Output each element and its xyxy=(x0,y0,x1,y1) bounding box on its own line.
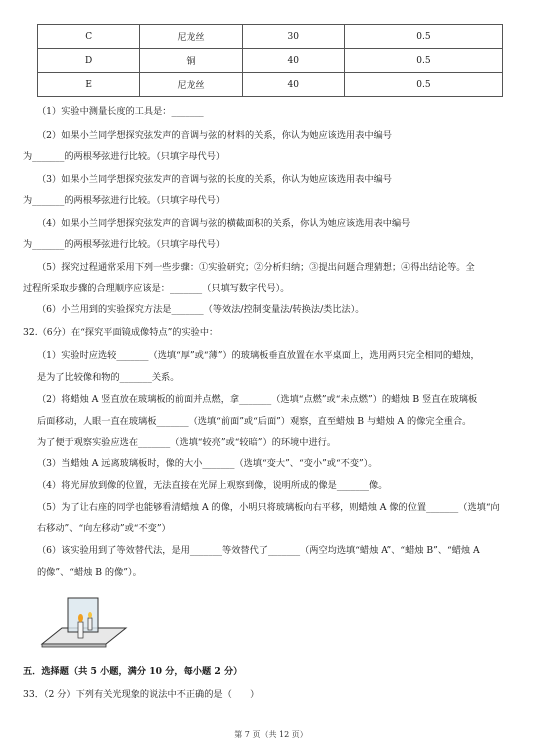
q32-part1-cont: 是为了比较像和物的_______关系。 xyxy=(37,372,180,383)
page-footer: 第 7 页（共 12 页） xyxy=(234,730,308,739)
q32-part5-cont: 右移动”、“向左移动”或“不变”） xyxy=(37,523,171,534)
table-row xyxy=(38,73,503,97)
q32-part2: （2）将蜡烛 A 竖直放在玻璃板的前面并点燃，拿_______（选填“点燃”或“未点燃”）的蜡烛 B 竖直在玻璃板 xyxy=(37,394,478,405)
q31-part6: （6）小兰用到的实验探究方法是_______（等效法/控制变量法/转换法/类比法）。 xyxy=(37,304,365,315)
q32-part2-cont: 后面移动，人眼一直在玻璃板_______（选填“前面”或“后面”）观察，直至蜡烛 B 与蜡烛 A 的像完全重合。 xyxy=(37,416,472,427)
q31-part5: （5）探究过程通常采用下列一些步骤：①实验研究；②分析归纳；③提出问题合理猜想；④得出结论等。全 xyxy=(37,262,475,273)
q33-stem: 33．（2 分）下列有关光现象的说法中不正确的是（ ） xyxy=(23,689,260,700)
string-spec-table xyxy=(37,24,503,97)
candle-b-flame-image xyxy=(88,612,92,618)
q32-part3: （3）当蜡烛 A 远离玻璃板时，像的大小_______（选填“变大”、“变小”或“不变”）。 xyxy=(37,458,378,469)
q32-part2-cont2: 为了便于观察实验应选在_______（选填“较亮”或“较暗”）的环境中进行。 xyxy=(37,437,337,448)
table-row xyxy=(38,49,503,73)
table-cell-area: 0.5 xyxy=(344,49,502,73)
q31-part2: （2）如果小兰同学想探究弦发声的音调与弦的材料的关系，你认为她应该选用表中编号 xyxy=(37,130,392,141)
q32-part6-cont: 的像”、“蜡烛 B 的像”）。 xyxy=(37,567,142,578)
q31-part3: （3）如果小兰同学想探究弦发声的音调与弦的长度的关系，你认为她应该选用表中编号 xyxy=(37,174,392,185)
table-row xyxy=(38,25,503,49)
candle-a-flame-image xyxy=(78,614,83,622)
table-cell-id: C xyxy=(38,25,140,49)
table-cell-material: 尼龙丝 xyxy=(140,25,242,49)
table-edge-shape xyxy=(42,644,106,647)
table-cell-length: 40 xyxy=(242,49,344,73)
q31-part3-cont: 为_______的两根琴弦进行比较。（只填字母代号） xyxy=(23,195,226,206)
table-cell-id: D xyxy=(38,49,140,73)
table-cell-area: 0.5 xyxy=(344,25,502,49)
table-cell-material: 铜 xyxy=(140,49,242,73)
q31-part4-cont: 为_______的两根琴弦进行比较。（只填字母代号） xyxy=(23,239,226,250)
q31-part2-cont: 为_______的两根琴弦进行比较。（只填字母代号） xyxy=(23,151,226,162)
table-cell-id: E xyxy=(38,73,140,97)
q31-part1: （1）实验中测量长度的工具是：_______ xyxy=(37,106,204,117)
table-cell-length: 40 xyxy=(242,73,344,97)
q32-part1: （1）实验时应选较_______（选填“厚”或“薄”）的玻璃板垂直放置在水平桌面上，选用两只完全相同的蜡烛， xyxy=(37,350,480,361)
q31-part5-cont: 过程所采取步骤的合理顺序应该是：_______（只填写数字代号）。 xyxy=(23,283,290,294)
q31-part4: （4）如果小兰同学想探究弦发声的音调与弦的横截面积的关系，你认为她应该选用表中编号 xyxy=(37,218,411,229)
section-five-heading: 五．选择题（共 5 小题，满分 10 分，每小题 2 分） xyxy=(23,666,243,677)
q32-part6: （6）该实验用到了等效替代法，是用_______等效替代了_______（两空均选填“蜡烛 A”、“蜡烛 B”、“蜡烛 A xyxy=(37,545,480,556)
mirror-candle-figure xyxy=(38,592,128,652)
table-cell-area: 0.5 xyxy=(344,73,502,97)
q32-part5: （5）为了让右座的同学也能够看清蜡烛 A 的像，小明只将玻璃板向右平移，则蜡烛 A 像的位置_______（选填“向 xyxy=(37,502,500,513)
candle-b-image xyxy=(88,618,92,630)
q32-heading: 32.（6分）在“探究平面镜成像特点”的实验中： xyxy=(23,327,219,338)
candle-a-image xyxy=(78,622,83,638)
table-cell-length: 30 xyxy=(242,25,344,49)
table-cell-material: 尼龙丝 xyxy=(140,73,242,97)
q32-part4: （4）将光屏放到像的位置，无法直接在光屏上观察到像，说明所成的像是_______像。 xyxy=(37,480,388,491)
